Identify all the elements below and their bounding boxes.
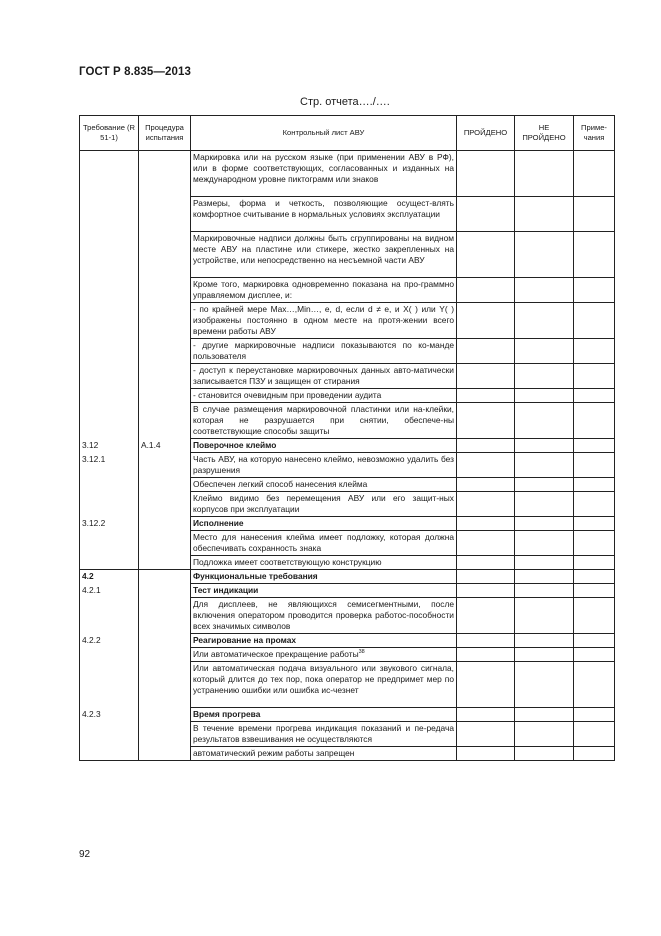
checklist-item-cell: [191, 453, 457, 478]
checklist-item-cell: [191, 662, 457, 708]
passed-cell[interactable]: [457, 584, 515, 598]
table-row: [80, 648, 615, 662]
procedure-cell: [139, 389, 191, 403]
procedure-cell: A.1.4: [139, 439, 191, 453]
notes-cell[interactable]: [574, 556, 615, 570]
not-passed-cell[interactable]: [515, 151, 574, 197]
procedure-cell: [139, 662, 191, 708]
notes-cell[interactable]: [574, 648, 615, 662]
requirement-cell: [80, 556, 139, 570]
checklist-item-cell: [191, 517, 457, 531]
requirement-cell: [80, 531, 139, 556]
passed-cell[interactable]: [457, 708, 515, 722]
procedure-cell: [139, 303, 191, 339]
table-row: [80, 478, 615, 492]
requirement-cell: 3.12: [80, 439, 139, 453]
not-passed-cell[interactable]: [515, 708, 574, 722]
report-page-counter: Стр. отчета…./….: [300, 96, 390, 108]
checklist-item-cell: [191, 439, 457, 453]
not-passed-cell[interactable]: [515, 662, 574, 708]
not-passed-cell[interactable]: [515, 570, 574, 584]
notes-cell[interactable]: [574, 389, 615, 403]
table-row: [80, 389, 615, 403]
checklist-item-cell: [191, 339, 457, 364]
requirement-cell: 3.12.2: [80, 517, 139, 531]
passed-cell[interactable]: [457, 747, 515, 761]
table-row: [80, 439, 615, 453]
procedure-cell: [139, 339, 191, 364]
not-passed-cell[interactable]: [515, 364, 574, 389]
notes-cell[interactable]: [574, 570, 615, 584]
requirement-cell: [80, 662, 139, 708]
not-passed-cell[interactable]: [515, 478, 574, 492]
checklist-item-text: Клеймо видимо без перемещения АВУ или его защит-ных корпусов при эксплуатации: [193, 493, 454, 514]
procedure-cell: [139, 403, 191, 439]
checklist-item-text: Размеры, форма и четкость, позволяющие осущест-влять комфортное считывание в нормальных условиях эксплуатации: [193, 198, 454, 219]
checklist-item-cell: [191, 598, 457, 634]
passed-cell[interactable]: [457, 151, 515, 197]
checklist-item-text: - становится очевидным при проведении аудита: [193, 390, 382, 400]
not-passed-cell[interactable]: [515, 492, 574, 517]
checklist-item-text: Или автоматическое прекращение работы: [193, 649, 359, 659]
notes-cell[interactable]: [574, 662, 615, 708]
procedure-cell: [139, 634, 191, 648]
procedure-cell: [139, 708, 191, 722]
requirement-cell: [80, 722, 139, 747]
notes-cell[interactable]: [574, 634, 615, 648]
passed-cell[interactable]: [457, 722, 515, 747]
not-passed-cell[interactable]: [515, 453, 574, 478]
procedure-cell: [139, 478, 191, 492]
table-row: [80, 598, 615, 634]
table-row: [80, 531, 615, 556]
passed-cell[interactable]: [457, 531, 515, 556]
notes-cell[interactable]: [574, 747, 615, 761]
column-header-requirement: Требование (R 51-1): [80, 116, 139, 151]
checklist-item-cell: [191, 722, 457, 747]
checklist-item-cell: [191, 531, 457, 556]
requirement-cell: [80, 403, 139, 439]
passed-cell[interactable]: [457, 339, 515, 364]
procedure-cell: [139, 598, 191, 634]
table-row: [80, 584, 615, 598]
column-header-checklist: Контрольный лист АВУ: [191, 116, 457, 151]
notes-cell[interactable]: [574, 453, 615, 478]
passed-cell[interactable]: [457, 517, 515, 531]
notes-cell[interactable]: [574, 722, 615, 747]
procedure-cell: [139, 531, 191, 556]
checklist-item-text: Поверочное клеймо: [193, 440, 277, 450]
notes-cell[interactable]: [574, 517, 615, 531]
requirement-cell: 4.2.1: [80, 584, 139, 598]
requirement-cell: [80, 492, 139, 517]
column-header-procedure: Процедура испытания: [139, 116, 191, 151]
requirement-cell: [80, 339, 139, 364]
passed-cell[interactable]: [457, 662, 515, 708]
checklist-item-cell: [191, 278, 457, 303]
checklist-item-text: Часть АВУ, на которую нанесено клеймо, невозможно удалить без разрушения: [193, 454, 454, 475]
passed-cell[interactable]: [457, 197, 515, 232]
checklist-item-text: Маркировка или на русском языке (при применении АВУ в РФ), или в форме соответствующих, согласованных и изданных на международном уровне пиктограмм или знаков: [193, 152, 454, 184]
checklist-item-text: Тест индикации: [193, 585, 259, 595]
passed-cell[interactable]: [457, 453, 515, 478]
requirement-cell: [80, 389, 139, 403]
not-passed-cell[interactable]: [515, 278, 574, 303]
checklist-item-text: Исполнение: [193, 518, 244, 528]
notes-cell[interactable]: [574, 278, 615, 303]
notes-cell[interactable]: [574, 403, 615, 439]
checklist-item-cell: [191, 492, 457, 517]
requirement-cell: [80, 747, 139, 761]
requirement-cell: [80, 364, 139, 389]
checklist-item-cell: [191, 232, 457, 278]
checklist-item-text: - доступ к переустановке маркировочных данных авто-матически записывается ПЗУ и защищен от стирания: [193, 365, 454, 386]
requirement-cell: [80, 197, 139, 232]
not-passed-cell[interactable]: [515, 598, 574, 634]
not-passed-cell[interactable]: [515, 517, 574, 531]
notes-cell[interactable]: [574, 439, 615, 453]
notes-cell[interactable]: [574, 339, 615, 364]
checklist-item-cell: [191, 151, 457, 197]
checklist-item-text: - по крайней мере Max…,Min…, e, d, если d ≠ e, и X( ) или Y( ) изображены постоянно в одном месте на протя-жении всего времени работы АВУ: [193, 304, 454, 336]
checklist-item-text: В случае размещения маркировочной пластинки или на-клейки, которая не разрушается при снятии, обеспече-ны соответствующие способы защиты: [193, 404, 454, 436]
notes-cell[interactable]: [574, 364, 615, 389]
table-row: [80, 492, 615, 517]
column-header-notes: Приме-чания: [574, 116, 615, 151]
table-row: [80, 662, 615, 708]
requirement-cell: 3.12.1: [80, 453, 139, 478]
requirement-cell: [80, 151, 139, 197]
procedure-cell: [139, 278, 191, 303]
notes-cell[interactable]: [574, 584, 615, 598]
table-row: [80, 747, 615, 761]
not-passed-cell[interactable]: [515, 403, 574, 439]
checklist-item-text: Обеспечен легкий способ нанесения клейма: [193, 479, 368, 489]
footnote-marker: 38: [358, 649, 365, 656]
checklist-item-text: Для дисплеев, не являющихся семисегментными, после включения оператором проводится проверка работос-пособности всех значимых символов: [193, 599, 454, 631]
requirement-cell: 4.2.3: [80, 708, 139, 722]
requirement-cell: [80, 278, 139, 303]
procedure-cell: [139, 364, 191, 389]
passed-cell[interactable]: [457, 389, 515, 403]
checklist-item-cell: [191, 708, 457, 722]
notes-cell[interactable]: [574, 232, 615, 278]
not-passed-cell[interactable]: [515, 303, 574, 339]
checklist-item-text: Место для нанесения клейма имеет подложку, которая должна обеспечивать сохранность знака: [193, 532, 454, 553]
passed-cell[interactable]: [457, 478, 515, 492]
passed-cell[interactable]: [457, 570, 515, 584]
not-passed-cell[interactable]: [515, 556, 574, 570]
procedure-cell: [139, 556, 191, 570]
passed-cell[interactable]: [457, 598, 515, 634]
table-row: [80, 708, 615, 722]
not-passed-cell[interactable]: [515, 439, 574, 453]
passed-cell[interactable]: [457, 278, 515, 303]
procedure-cell: [139, 517, 191, 531]
requirement-cell: [80, 478, 139, 492]
checklist-item-cell: [191, 303, 457, 339]
notes-cell[interactable]: [574, 708, 615, 722]
procedure-cell: [139, 747, 191, 761]
procedure-cell: [139, 584, 191, 598]
table-row: [80, 570, 615, 584]
procedure-cell: [139, 570, 191, 584]
not-passed-cell[interactable]: [515, 389, 574, 403]
checklist-item-cell: [191, 648, 457, 662]
procedure-cell: [139, 453, 191, 478]
notes-cell[interactable]: [574, 197, 615, 232]
requirement-cell: [80, 598, 139, 634]
column-header-passed: ПРОЙДЕНО: [457, 116, 515, 151]
page-number: 92: [79, 849, 91, 860]
notes-cell[interactable]: [574, 531, 615, 556]
checklist-item-cell: [191, 747, 457, 761]
checklist-item-text: В течение времени прогрева индикация показаний и пе-редача результатов взвешивания не осуществляются: [193, 723, 454, 744]
notes-cell[interactable]: [574, 151, 615, 197]
checklist-item-text: Реагирование на промах: [193, 635, 297, 645]
requirement-cell: [80, 303, 139, 339]
table-row: [80, 722, 615, 747]
checklist-item-text: Или автоматическая подача визуального или звукового сигнала, который длится до тех пор, пока оператор не предпримет мер по устранению ошибки или ошибка ис-чезнет: [193, 663, 454, 695]
column-header-not-passed: НЕ ПРОЙДЕНО: [515, 116, 574, 151]
passed-cell[interactable]: [457, 648, 515, 662]
standard-designation: ГОСТ Р 8.835—2013: [79, 66, 191, 78]
not-passed-cell[interactable]: [515, 531, 574, 556]
not-passed-cell[interactable]: [515, 197, 574, 232]
requirement-cell: [80, 648, 139, 662]
checklist-item-cell: [191, 570, 457, 584]
checklist-item-text: Подложка имеет соответствующую конструкцию: [193, 557, 382, 567]
not-passed-cell[interactable]: [515, 747, 574, 761]
checklist-item-text: Время прогрева: [193, 709, 261, 719]
table-row: [80, 556, 615, 570]
procedure-cell: [139, 492, 191, 517]
table-row: [80, 278, 615, 303]
passed-cell[interactable]: [457, 439, 515, 453]
passed-cell[interactable]: [457, 556, 515, 570]
notes-cell[interactable]: [574, 303, 615, 339]
requirement-cell: 4.2.2: [80, 634, 139, 648]
checklist-item-cell: [191, 478, 457, 492]
procedure-cell: [139, 197, 191, 232]
not-passed-cell[interactable]: [515, 648, 574, 662]
not-passed-cell[interactable]: [515, 722, 574, 747]
table-header-row: [80, 116, 615, 151]
checklist-item-cell: [191, 197, 457, 232]
notes-cell[interactable]: [574, 598, 615, 634]
table-row: [80, 197, 615, 232]
requirement-cell: 4.2: [80, 570, 139, 584]
table-row: [80, 151, 615, 197]
checklist-item-text: Маркировочные надписи должны быть сгруппированы на видном месте АВУ на пластине или стикере, жестко закрепленных на устройстве, или непосредственно на несъемной части АВУ: [193, 233, 454, 265]
passed-cell[interactable]: [457, 303, 515, 339]
checklist-item-text: автоматический режим работы запрещен: [193, 748, 355, 758]
checklist-item-cell: [191, 403, 457, 439]
checklist-item-cell: [191, 634, 457, 648]
notes-cell[interactable]: [574, 478, 615, 492]
notes-cell[interactable]: [574, 492, 615, 517]
procedure-cell: [139, 151, 191, 197]
table-row: [80, 517, 615, 531]
checklist-item-cell: [191, 584, 457, 598]
not-passed-cell[interactable]: [515, 584, 574, 598]
table-row: [80, 453, 615, 478]
passed-cell[interactable]: [457, 634, 515, 648]
table-body: [80, 151, 615, 761]
table-row: [80, 339, 615, 364]
passed-cell[interactable]: [457, 403, 515, 439]
procedure-cell: [139, 648, 191, 662]
checklist-item-text: Кроме того, маркировка одновременно показана на про-граммно управляемом дисплее, и:: [193, 279, 454, 300]
passed-cell[interactable]: [457, 492, 515, 517]
not-passed-cell[interactable]: [515, 232, 574, 278]
table-row: [80, 364, 615, 389]
not-passed-cell[interactable]: [515, 339, 574, 364]
procedure-cell: [139, 232, 191, 278]
checklist-table: [79, 115, 615, 761]
table-row: [80, 403, 615, 439]
procedure-cell: [139, 722, 191, 747]
requirement-cell: [80, 232, 139, 278]
checklist-item-text: - другие маркировочные надписи показываются по ко-манде пользователя: [193, 340, 454, 361]
table-row: [80, 634, 615, 648]
checklist-item-cell: [191, 556, 457, 570]
checklist-item-cell: [191, 389, 457, 403]
passed-cell[interactable]: [457, 364, 515, 389]
checklist-item-text: Функциональные требования: [193, 571, 318, 581]
passed-cell[interactable]: [457, 232, 515, 278]
table-row: [80, 303, 615, 339]
checklist-item-cell: [191, 364, 457, 389]
table-row: [80, 232, 615, 278]
not-passed-cell[interactable]: [515, 634, 574, 648]
